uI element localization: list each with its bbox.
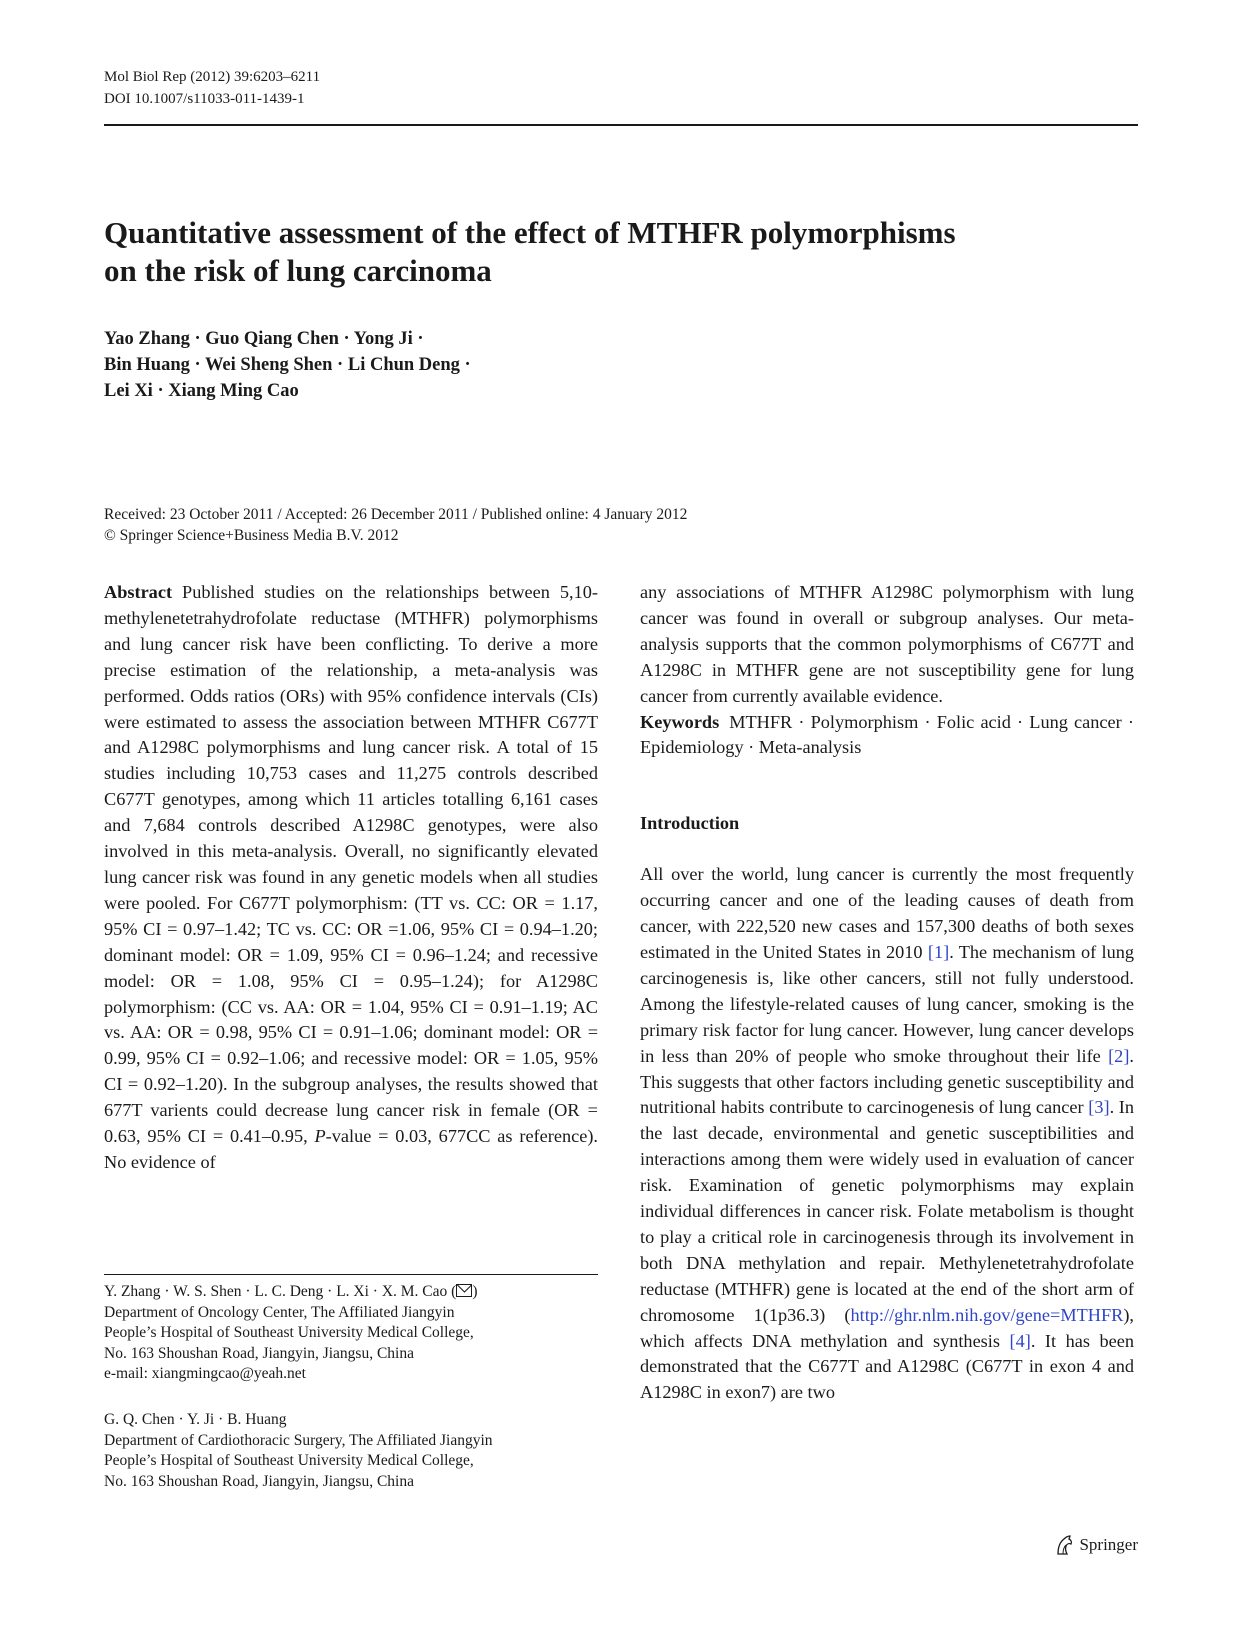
p-value-italic: P (314, 1126, 326, 1147)
springer-logo (1054, 1534, 1138, 1556)
intro-text-4: . In the last decade, environmental and genetic susceptibilities and interactions among them were widely used in evaluation of cancer risk. Examination of genetic polymorphisms may explain individual differences in cancer risk. Folate metabolism is thought to play a critical role in carcinogenesis through its involvement in both DNA methylation and repair. Methylenetetrahydrofolate reductase (MTHFR) gene is located at the end of the short arm of chromosome 1(1p36.3) ( (640, 1097, 1134, 1325)
affiliation-1-names-end: ) (472, 1283, 478, 1300)
affiliation-1-authors (104, 1282, 598, 1303)
ghr-url-link[interactable]: http://ghr.nlm.nih.gov/gene=MTHFR (850, 1304, 1124, 1325)
envelope-icon (456, 1284, 472, 1297)
authors-line-2: Bin Huang · Wei Sheng Shen · Li Chun Deng · (104, 355, 471, 375)
author-list (104, 326, 471, 404)
intro-text-6: . It has been demonstrated that the C677T and A1298C (C677T in exon 4 and A1298C in exon7) are two (640, 1330, 1135, 1403)
received-dates: Received: 23 October 2011 / Accepted: 26 December 2011 / Published online: 4 January 2012 (104, 506, 688, 523)
abstract-continued: any associations of MTHFR A1298C polymorphism with lung cancer was found in overall or subgroup analyses. Our meta-analysis supports that the common polymorphisms of C677T and A1298C in MTHFR gene are not susceptibility gene for lung cancer from currently available evidence. (640, 582, 1134, 706)
affiliation-1-dept: Department of Oncology Center, The Affiliated Jiangyin (104, 1303, 455, 1321)
affiliation-2-hospital: People’s Hospital of Southeast University Medical College, (104, 1452, 474, 1469)
citation-ref-4[interactable]: [4] (1009, 1330, 1031, 1351)
affiliation-1-names: Y. Zhang · W. S. Shen · L. C. Deng · L. Xi · X. M. Cao ( (104, 1283, 457, 1300)
journal-header (104, 66, 320, 110)
citation-ref-1[interactable]: [1] (927, 941, 950, 962)
springer-horse-icon (1054, 1534, 1074, 1556)
authors-line-1: Yao Zhang · Guo Qiang Chen · Yong Ji · (104, 329, 424, 349)
affiliation-1-address: No. 163 Shoushan Road, Jiangyin, Jiangsu, China (104, 1344, 414, 1362)
journal-citation: Mol Biol Rep (2012) 39:6203–6211 (104, 69, 321, 85)
paper-title (104, 214, 1064, 290)
abstract-heading: Abstract (104, 582, 173, 602)
publisher-name: Springer (1079, 1535, 1138, 1554)
affiliation-rule (104, 1274, 598, 1275)
header-rule (104, 124, 1138, 126)
intro-text-5: ), which affects DNA methylation and synthesis (640, 1304, 1134, 1351)
title-line-2: on the risk of lung carcinoma (104, 253, 492, 288)
right-column (640, 580, 1134, 1406)
copyright-line: © Springer Science+Business Media B.V. 2012 (104, 527, 399, 544)
intro-text-1: All over the world, lung cancer is currently the most frequently occurring cancer and one of the leading causes of death from cancer, with 222,520 new cases and 157,300 deaths of both sexes estimated in the United States in 2010 (640, 864, 1134, 962)
intro-text-2: . The mechanism of lung carcinogenesis is, like other cancers, still not fully understood. Among the lifestyle-related causes of lung cancer, smoking is the primary risk factor for lung cancer. However, lung cancer develops in less than 20% of people who smoke throughout their life (640, 941, 1134, 1066)
keywords-list: MTHFR · Polymorphism · Folic acid · Lung cancer · Epidemiology · Meta-analysis (640, 711, 1134, 758)
affiliation-2-dept: Department of Cardiothoracic Surgery, The Affiliated Jiangyin (104, 1431, 493, 1449)
introduction-text (640, 862, 1134, 1406)
abstract (104, 580, 598, 1176)
affiliation-2-address: No. 163 Shoushan Road, Jiangyin, Jiangsu, China (104, 1472, 414, 1490)
keywords (640, 710, 1134, 762)
affiliation-1 (104, 1282, 598, 1385)
left-column (104, 580, 598, 1176)
citation-ref-2[interactable]: [2] (1108, 1045, 1130, 1066)
affiliation-1-hospital: People’s Hospital of Southeast University Medical College, (104, 1324, 474, 1341)
journal-doi: DOI 10.1007/s11033-011-1439-1 (104, 91, 305, 107)
abstract-text: Published studies on the relationships between 5,10-methylenetetrahydrofolate reductase (MTHFR) polymorphisms and lung cancer risk have been conflicting. To derive a more precise estimation of the relationship, a meta-analysis was performed. Odds ratios (ORs) with 95% confidence intervals (CIs) were estimated to assess the association between MTHFR C677T and A1298C polymorphisms and lung cancer risk. A total of 15 studies including 10,753 cases and 11,275 controls described C677T genotypes, among which 11 articles totalling 6,161 cases and 7,684 controls described A1298C genotypes, were also involved in this meta-analysis. Overall, no significantly elevated lung cancer risk was found in any genetic models when all studies were pooled. For C677T polymorphism: (TT vs. CC: OR = 1.17, 95% CI = 0.97–1.42; TC vs. CC: OR =1.06, 95% CI = 0.94–1.20; dominant model: OR = 1.09, 95% CI = 0.96–1.24; and recessive model: OR = 1.08, 95% CI = 0.95–1.24); for A1298C polymorphism: (CC vs. AA: OR = 1.04, 95% CI = 0.91–1.19; AC vs. AA: OR = 0.98, 95% CI = 0.91–1.06; dominant model: OR = 0.99, 95% CI = 0.92–1.06; and recessive model: OR = 1.05, 95% CI = 0.92–1.20). In the subgroup analyses, the results showed that 677T varients could decrease lung cancer risk in female (OR = 0.63, 95% CI = 0.41–0.95, (104, 582, 598, 1147)
publication-dates (104, 504, 687, 546)
abstract-text-end: -value = 0.03, 677CC as reference). No evidence of (104, 1126, 598, 1172)
affiliation-2-authors: G. Q. Chen · Y. Ji · B. Huang (104, 1411, 287, 1428)
citation-ref-3[interactable]: [3] (1088, 1097, 1110, 1118)
affiliation-1-email[interactable]: e-mail: xiangmingcao@yeah.net (104, 1365, 306, 1382)
title-line-1: Quantitative assessment of the effect of MTHFR polymorphisms (104, 215, 956, 250)
affiliation-2 (104, 1410, 598, 1492)
introduction-heading: Introduction (640, 813, 740, 834)
keywords-heading: Keywords (640, 711, 720, 732)
intro-text-3: . This suggests that other factors including genetic susceptibility and nutritional habits contribute to carcinogenesis of lung cancer (640, 1045, 1134, 1118)
authors-line-3: Lei Xi · Xiang Ming Cao (104, 381, 299, 401)
